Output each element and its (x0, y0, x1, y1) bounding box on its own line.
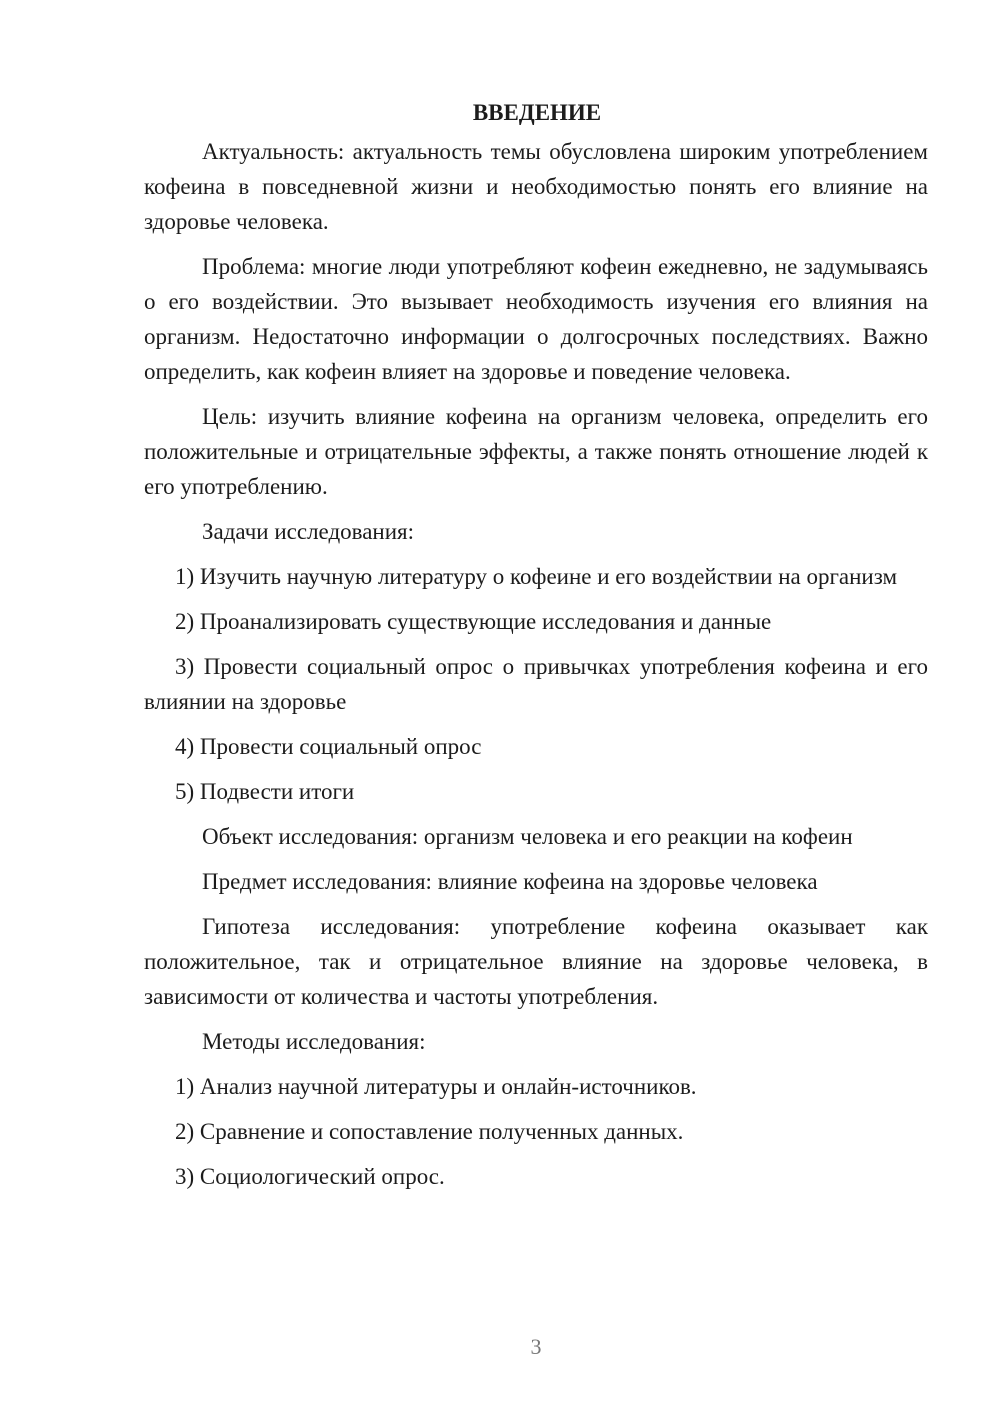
task-item-5: 5) Подвести итоги (175, 779, 355, 804)
tasks-heading: Задачи исследования: (202, 519, 415, 544)
task-item-1: 1) Изучить научную литературу о кофеине и его воздействии на организм (175, 564, 898, 589)
object-paragraph: Объект исследования: организм человека и его реакции на кофеин (202, 824, 853, 849)
page-number: 3 (530, 1334, 542, 1359)
subject-paragraph: Предмет исследования: влияние кофеина на здоровье человека (202, 869, 818, 894)
section-title: ВВЕДЕНИЕ (472, 100, 602, 125)
problem-paragraph: Проблема: многие люди употребляют кофеин ежедневно, не задумываясь о его воздействии. Это вызывает необходимость изучения его влияния на организм. Недостаточно информации о долгосрочных последствиях. Важно определить, как кофеин влияет на здоровье и поведение человека. (144, 254, 928, 384)
methods-heading: Методы исследования: (202, 1029, 426, 1054)
task-item-4: 4) Провести социальный опрос (175, 734, 482, 759)
goal-paragraph: Цель: изучить влияние кофеина на организм человека, определить его положительные и отрицательные эффекты, а также понять отношение людей к его употреблению. (144, 404, 928, 499)
method-item-2: 2) Сравнение и сопоставление полученных данных. (175, 1119, 684, 1144)
relevance-paragraph: Актуальность: актуальность темы обусловлена широким употреблением кофеина в повседневной жизни и необходимостью понять его влияние на здоровье человека. (144, 139, 928, 234)
method-item-1: 1) Анализ научной литературы и онлайн-источников. (175, 1074, 697, 1099)
method-item-3: 3) Социологический опрос. (175, 1164, 445, 1189)
hypothesis-paragraph: Гипотеза исследования: употребление кофеина оказывает как положительное, так и отрицательное влияние на здоровье человека, в зависимости от количества и частоты употребления. (144, 914, 928, 1009)
task-item-2: 2) Проанализировать существующие исследования и данные (175, 609, 772, 634)
task-item-3: 3) Провести социальный опрос о привычках употребления кофеина и его влиянии на здоровье (144, 654, 928, 714)
